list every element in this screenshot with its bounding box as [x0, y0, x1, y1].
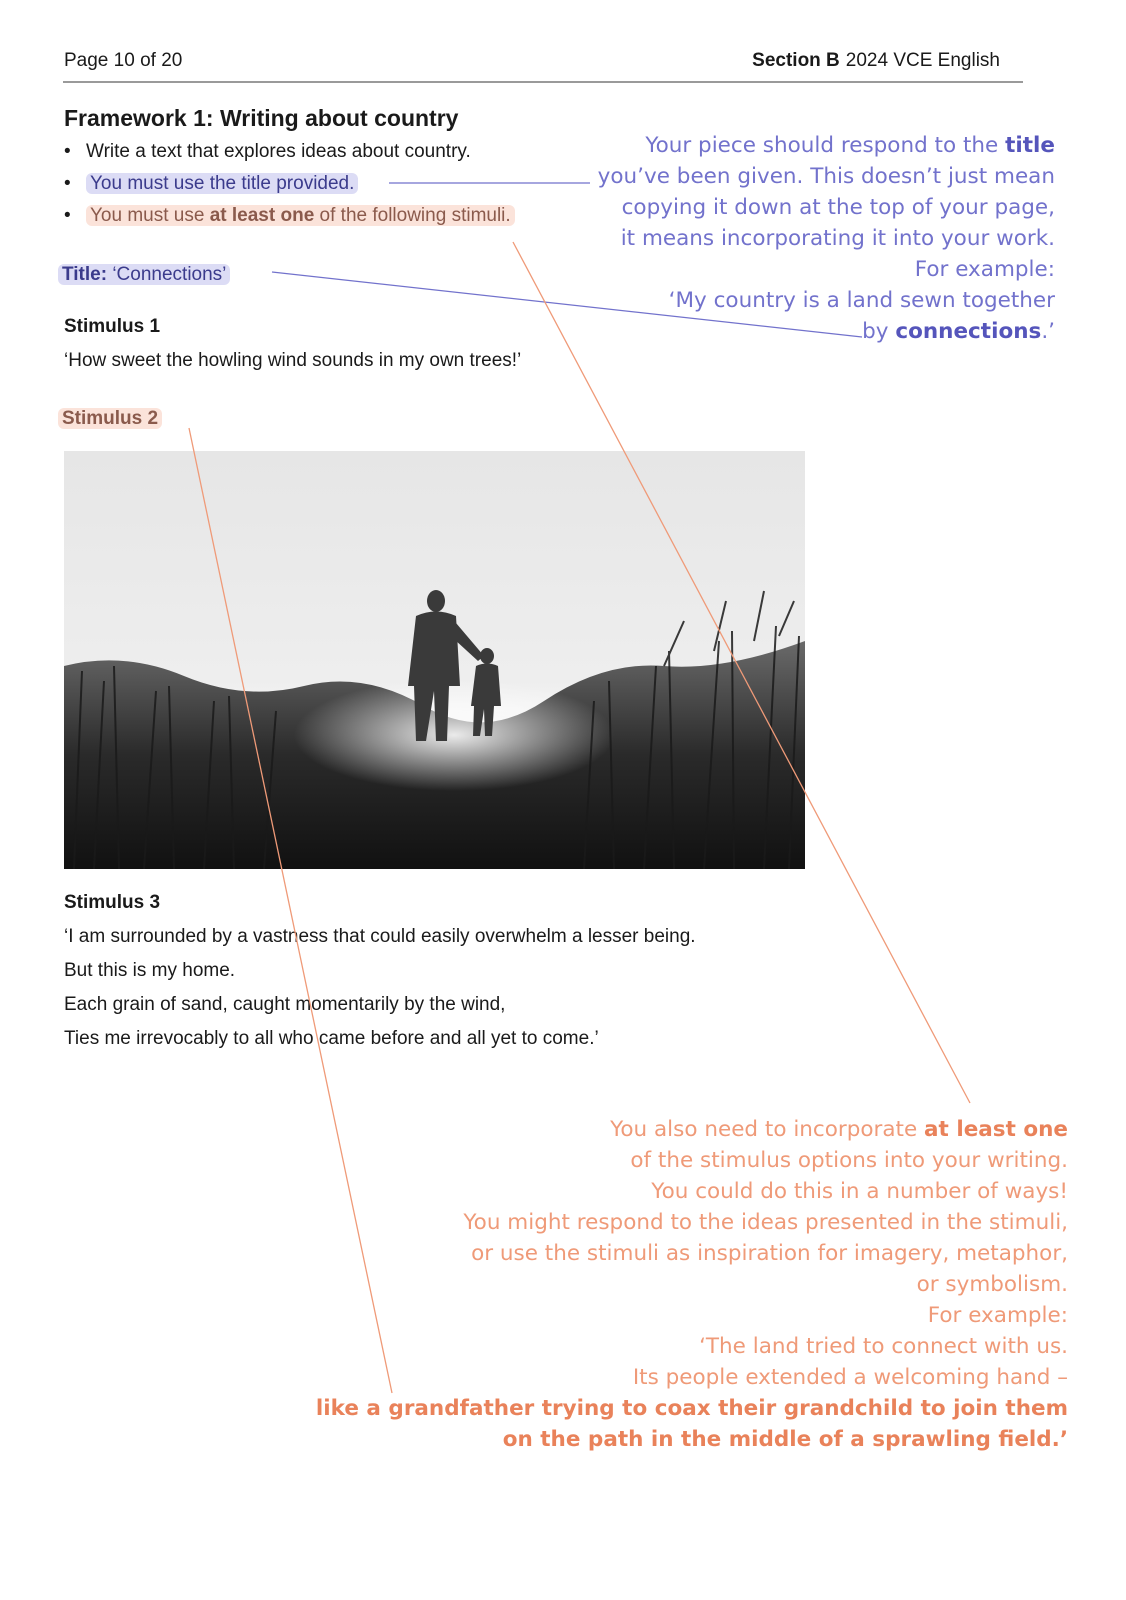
- annotation-line: You could do this in a number of ways!: [651, 1179, 1068, 1204]
- annotation-line: ‘The land tried to connect with us.: [699, 1334, 1068, 1359]
- annotation-line: or symbolism.: [916, 1272, 1068, 1297]
- stimulus-2-heading: Stimulus 2: [58, 408, 162, 430]
- section-label: Section B: [752, 50, 840, 71]
- stimulus-1-heading: Stimulus 1: [64, 316, 161, 337]
- framework-title: Framework 1: Writing about country: [64, 105, 459, 131]
- annotation-line: For example:: [927, 1303, 1068, 1328]
- stimulus-3-line: But this is my home.: [64, 960, 236, 981]
- annotation-line: copying it down at the top of your page,: [621, 195, 1055, 220]
- connector-stimulus-2: [189, 428, 392, 1393]
- annotation-line: Its people extended a welcoming hand –: [632, 1365, 1068, 1390]
- annotation-line: You also need to incorporate at least one: [610, 1117, 1068, 1142]
- stimulus-1-text: ‘How sweet the howling wind sounds in my own trees!’: [64, 350, 522, 371]
- stimulus-3-line: Ties me irrevocably to all who came before and all yet to come.’: [64, 1028, 599, 1049]
- annotation-line: ‘My country is a land sewn together: [668, 288, 1055, 313]
- connector-stimuli: [513, 242, 970, 1103]
- stimulus-3-heading: Stimulus 3: [64, 892, 161, 913]
- title-value: ‘Connections’: [112, 264, 227, 285]
- annotation-line-bold: like a grandfather trying to coax their grandchild to join them: [315, 1396, 1068, 1421]
- stimulus-3-line: ‘I am surrounded by a vastness that could easily overwhelm a lesser being.: [64, 926, 696, 947]
- bullet-item: • You must use at least one of the following stimuli.: [64, 205, 515, 227]
- bullet-text: Write a text that explores ideas about country.: [86, 141, 471, 162]
- bullet-item: • You must use the title provided.: [64, 173, 358, 195]
- annotation-line: it means incorporating it into your work.: [620, 226, 1055, 251]
- exam-label: 2024 VCE English: [845, 50, 1000, 71]
- bullet-item: • Write a text that explores ideas about country.: [64, 141, 471, 162]
- annotation-line: Your piece should respond to the title: [645, 133, 1055, 158]
- annotation-line: You might respond to the ideas presented in the stimuli,: [463, 1210, 1068, 1235]
- annotation-line: of the stimulus options into your writing.: [630, 1148, 1068, 1173]
- bullet-text-stimuli: You must use at least one of the following stimuli.: [86, 205, 515, 226]
- annotation-line: For example:: [914, 257, 1055, 282]
- connector-title: [272, 272, 862, 337]
- bullet-text-title-provided: You must use the title provided.: [86, 173, 358, 194]
- stimulus-3-line: Each grain of sand, caught momentarily by the wind,: [64, 994, 506, 1015]
- page-number: Page 10 of 20: [64, 50, 183, 71]
- annotation-line-bold: on the path in the middle of a sprawling field.’: [502, 1427, 1068, 1452]
- annotation-line: you’ve been given. This doesn’t just mean: [597, 164, 1055, 189]
- annotation-line: by connections.’: [862, 319, 1055, 344]
- title-label: Title:: [62, 264, 108, 285]
- annotation-line: or use the stimuli as inspiration for imagery, metaphor,: [471, 1241, 1068, 1266]
